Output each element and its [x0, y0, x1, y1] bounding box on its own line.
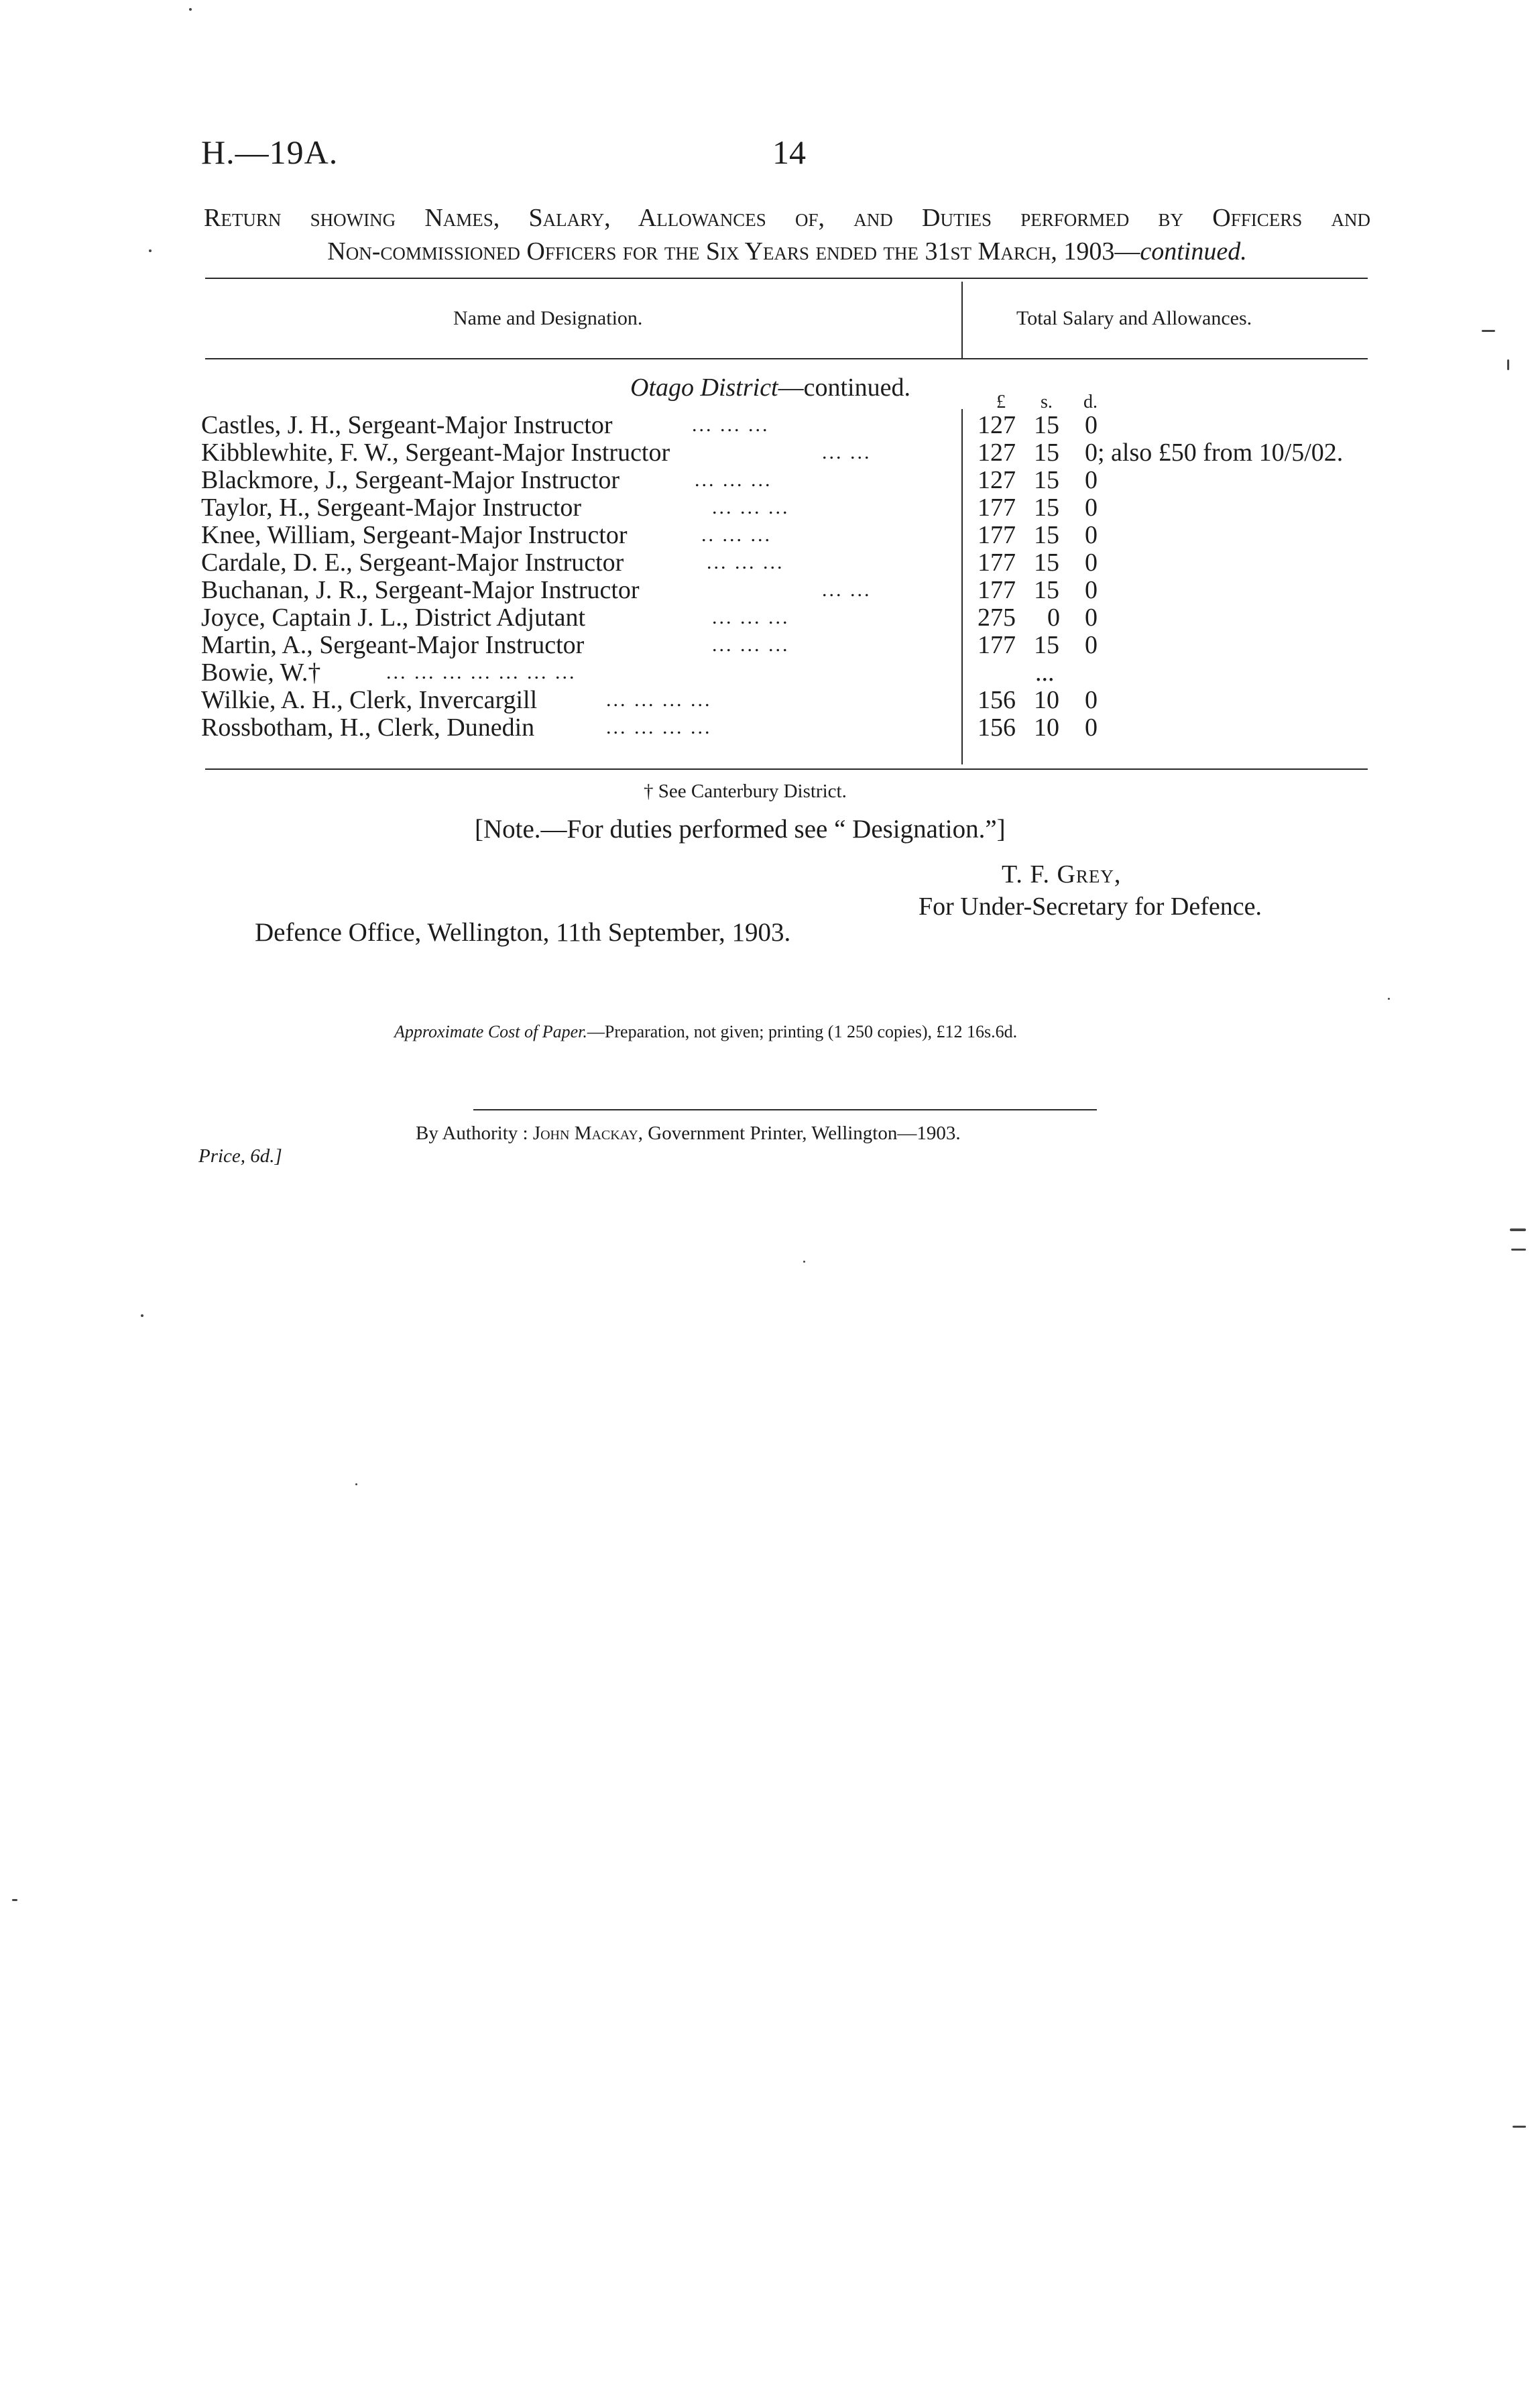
row-shillings: 15	[1034, 439, 1059, 467]
column-header-salary: Total Salary and Allowances.	[1016, 307, 1252, 329]
row-name: Wilkie, A. H., Clerk, Invercargill	[201, 686, 538, 714]
row-name: Castles, J. H., Sergeant-Major Instructor	[201, 411, 613, 439]
row-pounds: 156	[978, 713, 1016, 742]
signatory-title: For Under-Secretary for Defence.	[919, 893, 1262, 921]
row-shillings: 15	[1034, 411, 1059, 439]
scan-speck	[1482, 330, 1495, 332]
row-pence: 0	[1085, 494, 1098, 522]
row-name: Blackmore, J., Sergeant-Major Instructor	[201, 466, 620, 494]
scan-speck	[1388, 998, 1390, 1000]
row-pounds: 177	[978, 576, 1016, 604]
row-name: Cardale, D. E., Sergeant-Major Instructor	[201, 549, 624, 577]
signatory-name: T. F. Grey,	[1002, 860, 1122, 888]
row-pounds: 127	[978, 439, 1016, 467]
row-shillings: 15	[1034, 576, 1059, 604]
scan-speck	[1511, 1249, 1526, 1251]
price: Price, 6d.]	[198, 1145, 282, 1167]
row-shillings: 0	[1047, 604, 1060, 632]
row-leader-dots: ... ... ...	[692, 414, 770, 436]
row-pounds: 127	[978, 411, 1016, 439]
row-shillings: 10	[1034, 713, 1059, 742]
scan-speck	[149, 249, 152, 252]
scan-speck	[189, 8, 192, 11]
district-heading	[630, 373, 910, 402]
row-leader-dots: ... ... ...	[707, 551, 784, 573]
row-name: Buchanan, J. R., Sergeant-Major Instructor	[201, 576, 640, 604]
row-shillings: 10	[1034, 686, 1059, 714]
row-name: Kibblewhite, F. W., Sergeant-Major Instructor	[201, 439, 670, 467]
row-leader-dots: ... ...	[822, 579, 872, 601]
row-shillings: 15	[1034, 521, 1059, 549]
row-pounds: 177	[978, 549, 1016, 577]
scan-speck	[1510, 1228, 1526, 1231]
scan-speck	[1513, 2126, 1526, 2128]
page-number: 14	[772, 133, 806, 171]
table-bottom-rule	[205, 768, 1368, 770]
row-leader-dots: ... ... ... ... ... ... ...	[386, 661, 577, 683]
cost-label: Approximate Cost of Paper.	[394, 1022, 587, 1041]
unit-pounds: £	[996, 392, 1006, 412]
printer-name: John Mackay,	[532, 1123, 644, 1144]
row-pounds: 275	[978, 604, 1016, 632]
unit-shillings: s.	[1041, 392, 1053, 412]
note: [Note.—For duties performed see “ Designation.”]	[475, 815, 1006, 844]
row-pence: 0	[1085, 549, 1098, 577]
row-pence: 0	[1085, 411, 1098, 439]
row-pence: 0	[1085, 631, 1098, 659]
row-pounds: 177	[978, 494, 1016, 522]
row-leader-dots: ... ... ...	[712, 606, 790, 628]
row-name: Knee, William, Sergeant-Major Instructor	[201, 521, 628, 549]
printer-authority	[416, 1123, 961, 1145]
row-leader-dots: .. ... ...	[701, 524, 772, 546]
row-name: Taylor, H., Sergeant-Major Instructor	[201, 494, 582, 522]
row-pence: 0	[1085, 686, 1098, 714]
row-pounds: 156	[978, 686, 1016, 714]
title-line-1: Return showing Names, Salary, Allowances of, and Duties performed by Officers and	[204, 204, 1371, 232]
cost-text: —Preparation, not given; printing (1 250 copies), £12 16s.6d.	[587, 1022, 1018, 1041]
row-name: Rossbotham, H., Clerk, Dunedin	[201, 713, 535, 742]
row-shillings: ...	[1035, 658, 1055, 687]
row-pounds: 127	[978, 466, 1016, 494]
scan-speck	[12, 1899, 17, 1901]
row-pence: 0	[1085, 604, 1098, 632]
row-shillings: 15	[1034, 494, 1059, 522]
title-line-2-main: Non-commissioned Officers for the Six Years ended the 31st March, 1903—	[327, 237, 1140, 266]
row-shillings: 15	[1034, 466, 1059, 494]
authority-rule	[473, 1109, 1097, 1110]
scan-speck	[803, 1261, 805, 1263]
district-suffix: —continued.	[778, 374, 910, 402]
column-header-name: Name and Designation.	[453, 307, 643, 329]
title-line-2-suffix: continued.	[1140, 237, 1247, 266]
row-pounds: 177	[978, 521, 1016, 549]
authority-prefix: By Authority :	[416, 1123, 528, 1144]
row-name: Joyce, Captain J. L., District Adjutant	[201, 604, 586, 632]
row-name: Martin, A., Sergeant-Major Instructor	[201, 631, 585, 659]
row-pence: 0	[1085, 576, 1098, 604]
unit-pence: d.	[1083, 392, 1098, 412]
row-pence: 0	[1085, 521, 1098, 549]
office-date-line: Defence Office, Wellington, 11th September, 1903.	[255, 918, 791, 947]
table-header-rule	[205, 358, 1368, 359]
table-top-rule	[205, 278, 1368, 279]
footnote: † See Canterbury District.	[644, 781, 847, 802]
row-shillings: 15	[1034, 631, 1059, 659]
scan-speck	[355, 1483, 357, 1485]
row-pence: 0; also £50 from 10/5/02.	[1085, 439, 1344, 467]
row-leader-dots: ... ... ...	[712, 634, 790, 656]
column-divider-body	[961, 409, 963, 764]
scan-speck	[1507, 359, 1509, 370]
row-pence: 0	[1085, 466, 1098, 494]
row-pounds: 177	[978, 631, 1016, 659]
title-line-2	[204, 235, 1370, 268]
district-name: Otago District	[630, 374, 778, 402]
document-reference: H.—19A.	[201, 133, 339, 171]
row-leader-dots: ... ... ... ...	[606, 689, 712, 711]
row-pence: 0	[1085, 713, 1098, 742]
column-divider-header	[961, 282, 963, 358]
cost-of-paper	[394, 1022, 1017, 1042]
row-name: Bowie, W.†	[201, 658, 321, 687]
row-leader-dots: ... ... ...	[695, 469, 772, 491]
authority-suffix: Government Printer, Wellington—1903.	[648, 1123, 961, 1144]
row-leader-dots: ... ...	[822, 441, 872, 463]
scan-speck	[141, 1314, 143, 1317]
row-leader-dots: ... ... ... ...	[606, 716, 712, 738]
row-leader-dots: ... ... ...	[712, 496, 790, 518]
row-shillings: 15	[1034, 549, 1059, 577]
